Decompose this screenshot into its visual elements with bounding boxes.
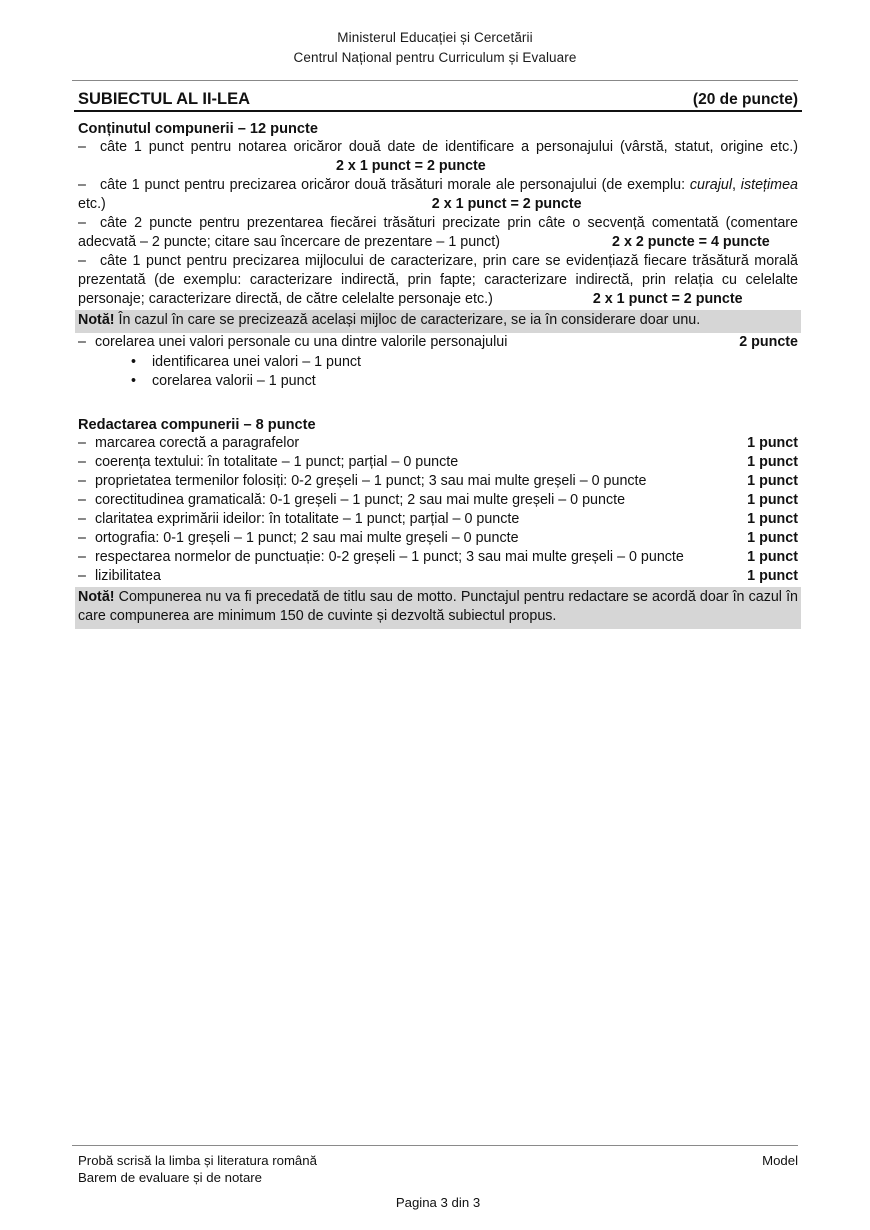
criterion-text: câte 1 punct pentru precizarea oricăror două trăsături morale ale personajului (de exemplu: — [100, 177, 690, 194]
document-footer — [0, 1145, 870, 1212]
note-same-characterization-means — [75, 310, 801, 332]
subject-heading — [74, 90, 802, 112]
criterion-dash: – — [78, 215, 86, 232]
redaction-row — [78, 472, 798, 491]
redaction-text: respectarea normelor de punctuație: 0-2 greșeli – 1 punct; 3 sau mai multe greșeli – 0 puncte — [94, 549, 684, 565]
footer-page-number: Pagina 3 din 3 — [395, 1195, 481, 1211]
bullet-dot-icon: • — [131, 353, 137, 370]
criterion-dash: – — [78, 177, 86, 194]
note-text: Compunerea nu va fi precedată de titlu sau de motto. Punctajul pentru redactare se acordă doar în cazul în care compunerea are minimum 150 de cuvinte și dezvoltă subiectul propus. — [78, 589, 798, 625]
criterion-text: câte 1 punct pentru notarea oricăror două date de identificare a personajului (vârstă, statut, origine etc.) — [100, 139, 798, 156]
redaction-points: 1 punct — [747, 530, 798, 546]
redaction-row — [78, 548, 798, 567]
criterion-text: corelarea unei valori personale cu una dintre valorile personajului — [94, 333, 508, 350]
document-header — [0, 0, 870, 67]
redaction-dash: – — [78, 454, 86, 470]
redaction-points: 1 punct — [747, 511, 798, 527]
note-label: Notă! — [78, 312, 115, 329]
redaction-row — [78, 491, 798, 510]
redaction-row — [78, 567, 798, 586]
redaction-row — [78, 434, 798, 453]
redaction-row — [78, 510, 798, 529]
redaction-points: 1 punct — [747, 549, 798, 565]
criterion-italic-term: curajul — [689, 177, 733, 194]
redaction-text: ortografia: 0-1 greșeli – 1 punct; 2 sau mai multe greșeli – 0 puncte — [94, 530, 519, 546]
list-item — [78, 372, 798, 392]
redaction-row — [78, 529, 798, 548]
ministry-line-2: Centrul Național pentru Curriculum și Evaluare — [293, 49, 577, 65]
redaction-points: 1 punct — [747, 454, 798, 470]
ministry-line-1: Ministerul Educației și Cercetării — [337, 30, 533, 45]
redaction-section-heading: Redactarea compunerii – 8 puncte — [78, 417, 316, 433]
criterion-row — [78, 138, 798, 176]
redaction-points: 1 punct — [747, 568, 798, 584]
criterion-row-value-correlation — [78, 333, 798, 352]
redaction-points: 1 punct — [747, 435, 798, 451]
list-item-label: corelarea valorii – 1 punct — [152, 373, 316, 390]
redaction-text: lizibilitatea — [94, 568, 161, 584]
redaction-dash: – — [78, 492, 86, 508]
criterion-points: 2 x 1 punct = 2 puncte — [431, 196, 582, 213]
redaction-dash: – — [78, 511, 86, 527]
redaction-text: proprietatea termenilor folosiți: 0-2 greșeli – 1 punct; 3 sau mai multe greșeli – 0 puncte — [94, 473, 647, 489]
subject-points: (20 de puncte) — [692, 91, 798, 109]
redaction-text: corectitudinea gramaticală: 0-1 greșeli – 1 punct; 2 sau mai multe greșeli – 0 puncte — [94, 492, 626, 508]
bullet-dot-icon: • — [131, 373, 137, 390]
header-divider — [72, 80, 798, 81]
redaction-dash: – — [78, 530, 86, 546]
criterion-text: câte 1 punct pentru precizarea mijlocului de caracterizare, prin care se evidențiază fiecare trăsătură morală prezentată (de exemplu: caracterizare indirectă, prin fapte; caracterizare indirectă, prin relația cu celelalte personaje; caracterizare directă, de către celelalte personaje etc.) — [78, 253, 798, 308]
content-section-heading: Conținutul compunerii – 12 puncte — [78, 121, 318, 138]
criterion-points: 2 x 2 puncte = 4 puncte — [612, 234, 770, 251]
redaction-text: coerența textului: în totalitate – 1 punct; parțial – 0 puncte — [94, 454, 459, 470]
criterion-dash: – — [78, 333, 86, 350]
redaction-row — [78, 453, 798, 472]
footer-model-label: Model — [762, 1152, 798, 1168]
document-body — [0, 90, 870, 629]
value-bullet-list — [78, 353, 798, 392]
redaction-dash: – — [78, 549, 86, 565]
list-item-label: identificarea unei valori – 1 punct — [152, 353, 362, 370]
criterion-dash: – — [78, 253, 86, 270]
redaction-points: 1 punct — [747, 492, 798, 508]
criterion-points: 2 x 1 punct = 2 puncte — [336, 158, 486, 175]
redaction-points: 1 punct — [747, 473, 798, 489]
criterion-row — [78, 176, 798, 214]
criterion-points: 2 puncte — [739, 333, 798, 350]
criterion-text: câte 2 puncte pentru prezentarea fiecărei trăsături precizate prin câte o secvență comentată (comentare adecvată – 2 puncte; citare sau încercare de prezentare – 1 punct) — [78, 215, 798, 251]
criterion-text-mid: , — [732, 177, 741, 194]
criterion-dash: – — [78, 139, 86, 156]
subject-title: SUBIECTUL AL II-LEA — [78, 90, 251, 109]
note-composition-requirements — [75, 587, 801, 629]
footer-exam-line: Probă scrisă la limba și literatura română — [78, 1152, 317, 1168]
criterion-italic-term: istețimea — [740, 177, 798, 194]
redaction-dash: – — [78, 473, 86, 489]
redaction-dash: – — [78, 568, 86, 584]
redaction-dash: – — [78, 435, 86, 451]
criterion-text-after: etc.) — [78, 196, 106, 213]
footer-barem-line: Barem de evaluare și de notare — [78, 1170, 263, 1186]
redaction-text: marcarea corectă a paragrafelor — [94, 435, 300, 451]
criterion-points: 2 x 1 punct = 2 puncte — [592, 291, 743, 308]
criterion-row — [78, 214, 798, 252]
redaction-text: claritatea exprimării ideilor: în totalitate – 1 punct; parțial – 0 puncte — [94, 511, 520, 527]
note-text: În cazul în care se precizează același mijloc de caracterizare, se ia în considerare doar unu. — [114, 312, 701, 329]
list-item — [78, 353, 798, 373]
criterion-row — [78, 252, 798, 309]
note-label: Notă! — [78, 589, 115, 605]
